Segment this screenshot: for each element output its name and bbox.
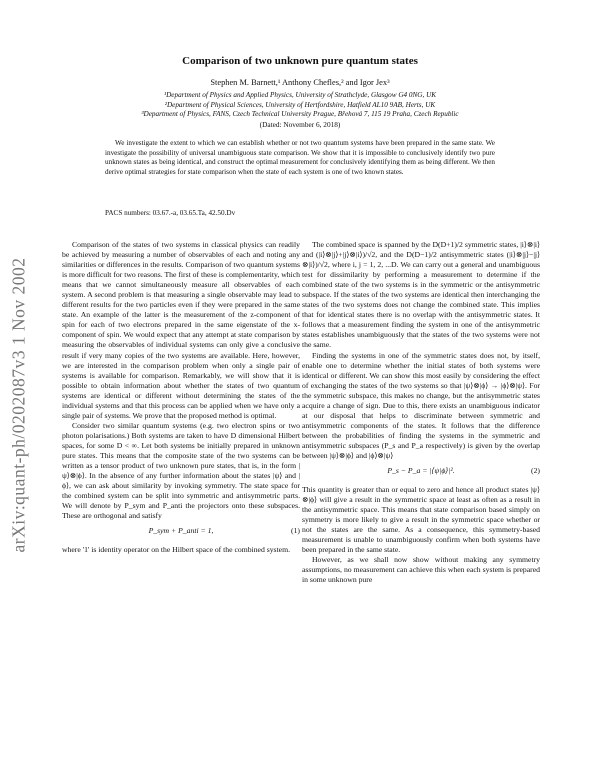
arxiv-identifier: arXiv:quant-ph/0202087v3 1 Nov 2002 — [8, 257, 29, 553]
pacs-numbers: PACS numbers: 03.67.-a, 03.65.Ta, 42.50.Dv — [105, 209, 236, 217]
body-paragraph: The combined space is spanned by the D(D+1)/2 symmetric states, |i⟩⊗|i⟩ and (|i⟩⊗|j⟩+|j⟩⊗|i⟩)/√2, and the D(D−1)/2 antisymmetric states (|i⟩⊗|j⟩−|j⟩⊗|i⟩)/√2, where i, j = 1, 2, ...D. We can carry out a general and unambiguous test for dissimilarity by performing a measurement to determine if the combined state of the two systems is in the symmetric or the antisymmetric subspace. If the states of the two systems are identical then interchanging the states of the two systems does not change the combined state. This implies that for identical states there is no overlap with the antisymmetric states. It follows that a measurement finding the system in one of the antisymmetric states establishes unambiguously that the states of the two systems were not the same. — [302, 240, 540, 350]
body-paragraph: This quantity is greater than or equal to zero and hence all product states |ψ⟩⊗|ϕ⟩ will give a result in the symmetric space at least as often as a result in the antisymmetric space. This means that state comparison based simply on symmetry is more likely to give a result in the symmetric space whether or not the states are the same. As a consequence, this symmetry-based measurement is unable to unambiguously confirm when both systems have been prepared in the same state. — [302, 485, 540, 555]
equation-number: (2) — [531, 466, 540, 476]
body-paragraph: where '1' is identity operator on the Hilbert space of the combined system. — [62, 545, 290, 555]
author-list: Stephen M. Barnett,¹ Anthony Chefles,² and Igor Jex³ — [210, 78, 390, 87]
paper-title: Comparison of two unknown pure quantum states — [182, 55, 418, 67]
body-paragraph: Consider two similar quantum systems (e.g. two electron spins or two photon polarisations.) Both systems are taken to have D dimensional Hilbert spaces, for some D < ∞. Let both systems be initially prepared in unknown pure states. This means that the composite state of the two systems can be written as a tensor product of two unknown pure states, that is, in the form |ψ⟩⊗|ϕ⟩. In the absence of any further information about the states |ψ⟩ and |ϕ⟩, we can ask about similarity by invoking symmetry. The state space for the combined system can be split into symmetric and antisymmetric parts. We will denote by P_sym and P_anti the projectors onto these subspaces. These are orthogonal and satisfy — [62, 420, 300, 521]
right-column — [302, 240, 540, 586]
equation-number: (1) — [291, 526, 300, 536]
affiliation-1: ¹Department of Physics and Applied Physics, University of Strathclyde, Glasgow G4 0NG, UK — [163, 91, 437, 99]
body-paragraph: However, as we shall now show without making any symmetry assumptions, no measurement can achieve this when each system is prepared in some unknown pure — [302, 555, 540, 585]
equation-expression: P_sym + P_anti = 1, — [148, 526, 214, 536]
equation-2 — [302, 466, 540, 480]
body-paragraph: Comparison of the states of two systems in classical physics can readily be achieved by measuring a number of observables of each and noting any similarities or differences in the results. Comparison of two quantum systems is more difficult for two reasons. The first of these is complementarity, which means that we cannot simultaneously measure all observables of each system. A second problem is that measuring a single observable may lead to different results for the two particles even if they were prepared in the same state. An example of the latter is the measurement of the z-component of spin for each of two electrons prepared in the same eigenstate of the x-component of spin. We would expect that any attempt at state comparison by measuring the observables of individual systems can only give a conclusive result if very many copies of the two systems are available. Here, however, we are interested in the comparison problem when only a single pair of systems is available for comparison. Remarkably, we will show that it is possible to obtain information about whether the states of two quantum systems are identical or different without determining the states of the individual systems and that this process can be applied when we have only a single pair of systems. We prove that the proposed method is optimal. — [62, 240, 300, 420]
affiliation-2: ²Department of Physical Sciences, University of Hertfordshire, Hatfield AL10 9AB, Herts, UK — [164, 100, 436, 109]
left-column — [62, 240, 300, 555]
body-paragraph: Finding the systems in one of the symmetric states does not, by itself, enable one to determine whether the initial states of both systems were identical or different. We can show this most easily by considering the effect of exchanging the states of the two systems so that |ψ⟩⊗|ϕ⟩ → |ϕ⟩⊗|ψ⟩. For the symmetric subspace, this makes no change, but the antisymmetric states acquire a change of sign. Due to this, there exists an unambiguous indicator at our disposal that helps to discriminate between symmetric and antisymmetric components of the states. It follows that the difference between the probabilities of finding the systems in the symmetric and antisymmetric subspaces (P_s and P_a respectively) is given by the overlap between |ψ⟩⊗|ϕ⟩ and |ϕ⟩⊗|ψ⟩ — [302, 350, 540, 460]
equation-1 — [62, 526, 300, 540]
affiliation-3: ³Department of Physics, FANS, Czech Technical University Prague, Břehová 7, 115 19 Praha, Czech Republic — [141, 110, 459, 119]
affiliations — [60, 91, 540, 120]
date-line: (Dated: November 6, 2018) — [259, 120, 341, 129]
abstract: We investigate the extent to which we can establish whether or not two quantum systems have been prepared in the same state. We investigate the possibility of universal unambiguous state comparison. We show that it is impossible to conclusively identify two pure unknown states as being identical, and construct the optimal measurement for conclusively identifying them as being different. We then derive optimal strategies for state comparison when the state of each system is one of two known states. — [105, 139, 495, 177]
equation-expression: P_s − P_a = |⟨ψ|ϕ⟩|². — [387, 466, 455, 476]
arxiv-identifier-margin — [6, 210, 32, 600]
